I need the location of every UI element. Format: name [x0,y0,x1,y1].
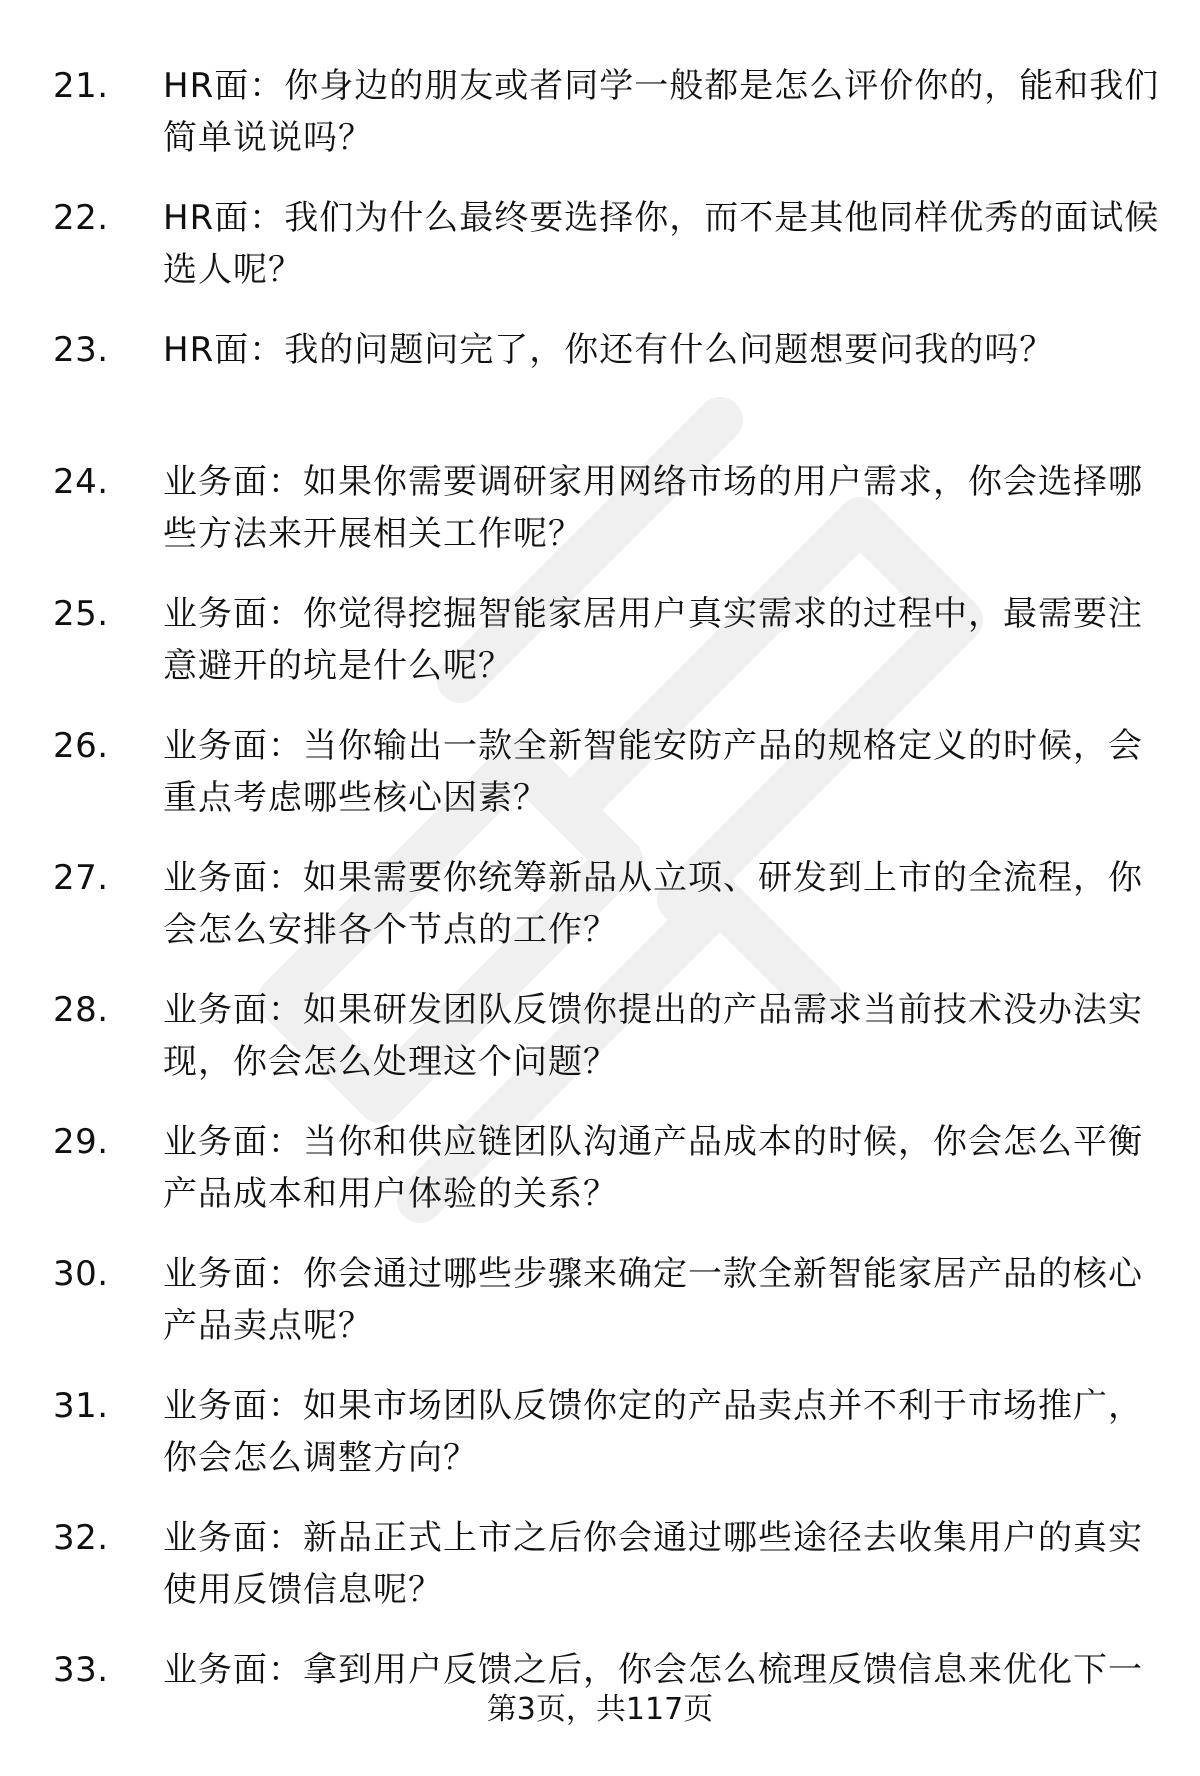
question-list [0,60,1200,1776]
question-item [0,720,1200,852]
question-text: 业务面：新品正式上市之后你会通过哪些途径去收集用户的真实使用反馈信息呢？ [163,1518,1143,1610]
question-text: 业务面：拿到用户反馈之后，你会怎么梳理反馈信息来优化下一 [163,1650,1143,1690]
question-item [0,1248,1200,1380]
question-number: 30. [53,1254,109,1294]
page-footer [0,1690,1200,1730]
question-item [0,60,1200,192]
question-text: 业务面：当你和供应链团队沟通产品成本的时候，你会怎么平衡产品成本和用户体验的关系？ [163,1122,1143,1214]
question-text: HR面：你身边的朋友或者同学一般都是怎么评价你的，能和我们简单说说吗？ [163,66,1160,158]
question-number: 28. [53,990,109,1030]
question-item [0,1512,1200,1644]
question-number: 24. [53,462,109,502]
question-text: 业务面：如果研发团队反馈你提出的产品需求当前技术没办法实现，你会怎么处理这个问题？ [163,990,1143,1082]
question-item [0,456,1200,588]
question-text: HR面：我们为什么最终要选择你，而不是其他同样优秀的面试候选人呢？ [163,198,1160,290]
question-item [0,852,1200,984]
question-number: 26. [53,726,109,766]
question-number: 31. [53,1386,109,1426]
question-item [0,1380,1200,1512]
question-number: 23. [53,330,109,370]
question-item [0,984,1200,1116]
question-text: 业务面：如果你需要调研家用网络市场的用户需求，你会选择哪些方法来开展相关工作呢？ [163,462,1143,554]
question-text: 业务面：你会通过哪些步骤来确定一款全新智能家居产品的核心产品卖点呢？ [163,1254,1143,1346]
question-number: 33. [53,1650,109,1690]
question-text: 业务面：当你输出一款全新智能安防产品的规格定义的时候，会重点考虑哪些核心因素？ [163,726,1143,818]
question-number: 32. [53,1518,109,1558]
question-number: 25. [53,594,109,634]
question-number: 21. [53,66,109,106]
question-text: 业务面：如果市场团队反馈你定的产品卖点并不利于市场推广，你会怎么调整方向？ [163,1386,1143,1478]
question-item [0,588,1200,720]
question-number: 29. [53,1122,109,1162]
question-item [0,324,1200,456]
question-number: 27. [53,858,109,898]
question-item [0,1116,1200,1248]
question-item [0,192,1200,324]
page-number-label: 第3页，共117页 [486,1692,714,1727]
question-number: 22. [53,198,109,238]
question-text: 业务面：你觉得挖掘智能家居用户真实需求的过程中，最需要注意避开的坑是什么呢？ [163,594,1143,686]
question-text: HR面：我的问题问完了，你还有什么问题想要问我的吗？ [163,330,1055,370]
question-text: 业务面：如果需要你统筹新品从立项、研发到上市的全流程，你会怎么安排各个节点的工作？ [163,858,1143,950]
